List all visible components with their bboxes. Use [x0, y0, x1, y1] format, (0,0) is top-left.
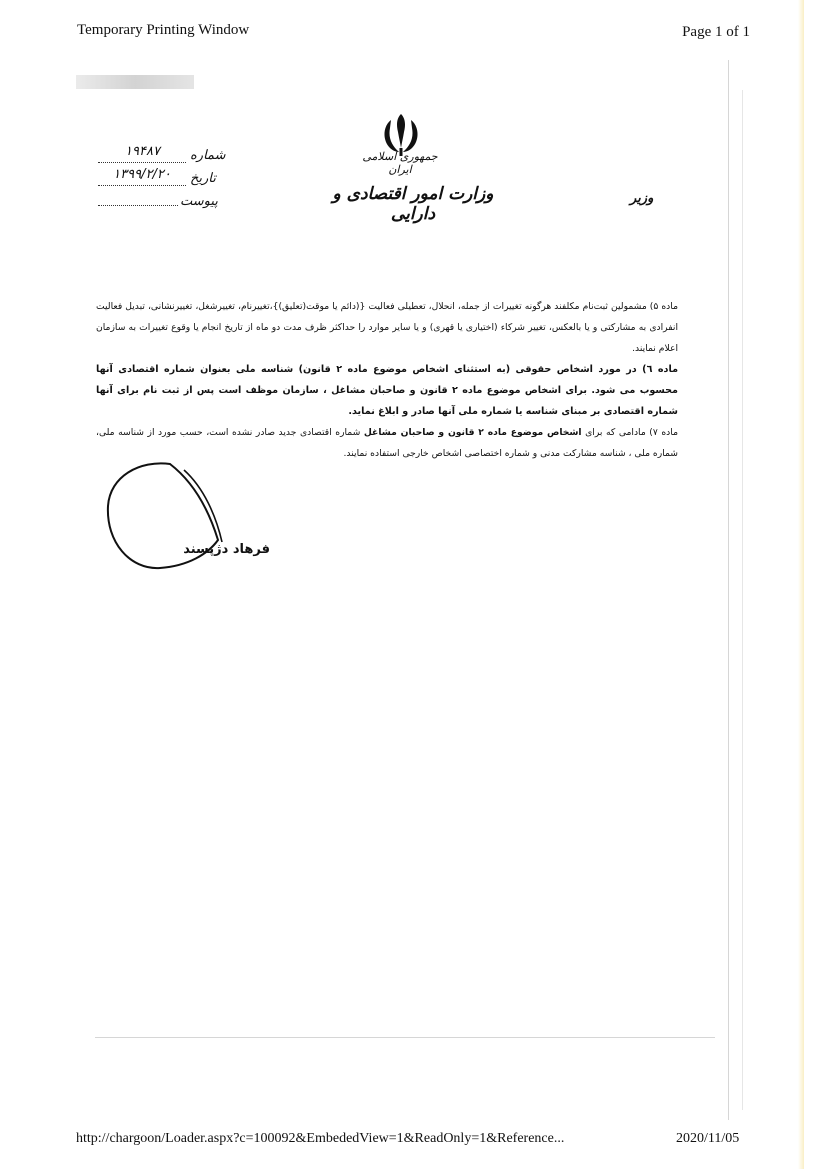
page-indicator: Page 1 of 1 — [682, 24, 750, 40]
scan-bottom-line — [95, 1037, 715, 1038]
letter-body — [96, 296, 678, 464]
handwritten-signature — [100, 458, 280, 578]
scan-fold-line-2 — [742, 90, 743, 1110]
country-name: جمهوری اسلامی ایران — [362, 150, 438, 176]
scan-smudge — [76, 75, 194, 89]
article-7-subject: اشخاص موضوع ماده ۲ قانون و صاحبان مشاغل — [363, 427, 582, 438]
footer-url[interactable]: http://chargoon/Loader.aspx?c=100092&EmbededView=1&ReadOnly=1&Reference... — [76, 1131, 565, 1146]
number-value: ۱۹۴۸۷ — [125, 144, 160, 159]
attachment-label: پیوست — [180, 194, 218, 209]
attachment-line — [98, 205, 178, 206]
date-value: ۱۳۹۹/۲/۲۰ — [113, 167, 171, 182]
article-6: ماده ٦) در مورد اشخاص حقوقی (به استثنای اشخاص موضوع ماده ۲ قانون) شناسه ملی بعنوان شماره اقتصادی آنها محسوب می شود. برای اشخاص موضوع ماده ۲ قانون و صاحبان مشاغل ، سازمان موظف است پس از ثبت نام برای آنها شماره اقتصادی بر مبنای شناسه یا شماره ملی آنها صادر و ابلاغ نماید. — [96, 364, 679, 417]
article-5: ماده ۵) مشمولین ثبت‌نام مکلفند هرگونه تغییرات از جمله، انحلال، تعطیلی فعالیت {(دائم یا موقت(تعلیق)}،تغییرنام، تغییرشغل، تغییرنشانی، تبدیل فعالیت انفرادی به مشارکتی و یا بالعکس، تغییر شرکاء (اختیاری یا قهری) و یا سایر موارد را حداکثر ظرف مدت دو ماه از تاریخ انجام یا وقوع تغییرات به سازمان اعلام نمایند. — [96, 301, 678, 354]
minister-title: وزیر — [630, 191, 654, 206]
ministry-name: وزارت امور اقتصادی و دارایی — [332, 184, 494, 224]
scan-fold-line — [728, 60, 729, 1120]
article-7-rest: شماره اقتصادی جدید صادر نشده است، حسب مورد از شناسه ملی، شماره ملی ، شناسه مشارکت مدنی و شماره اختصاصی اشخاص خارجی استفاده نمایند. — [96, 427, 678, 459]
article-7-intro: ماده ۷) مادامی که برای — [585, 427, 678, 438]
date-line — [98, 185, 186, 186]
scan-edge-shadow — [798, 0, 804, 1169]
signer-name: فرهاد دژپسند — [183, 542, 270, 557]
footer-date: 2020/11/05 — [676, 1131, 740, 1146]
number-line — [98, 162, 186, 163]
print-window-title: Temporary Printing Window — [77, 22, 250, 38]
date-label: تاریخ — [190, 171, 216, 186]
number-label: شماره — [190, 148, 226, 163]
